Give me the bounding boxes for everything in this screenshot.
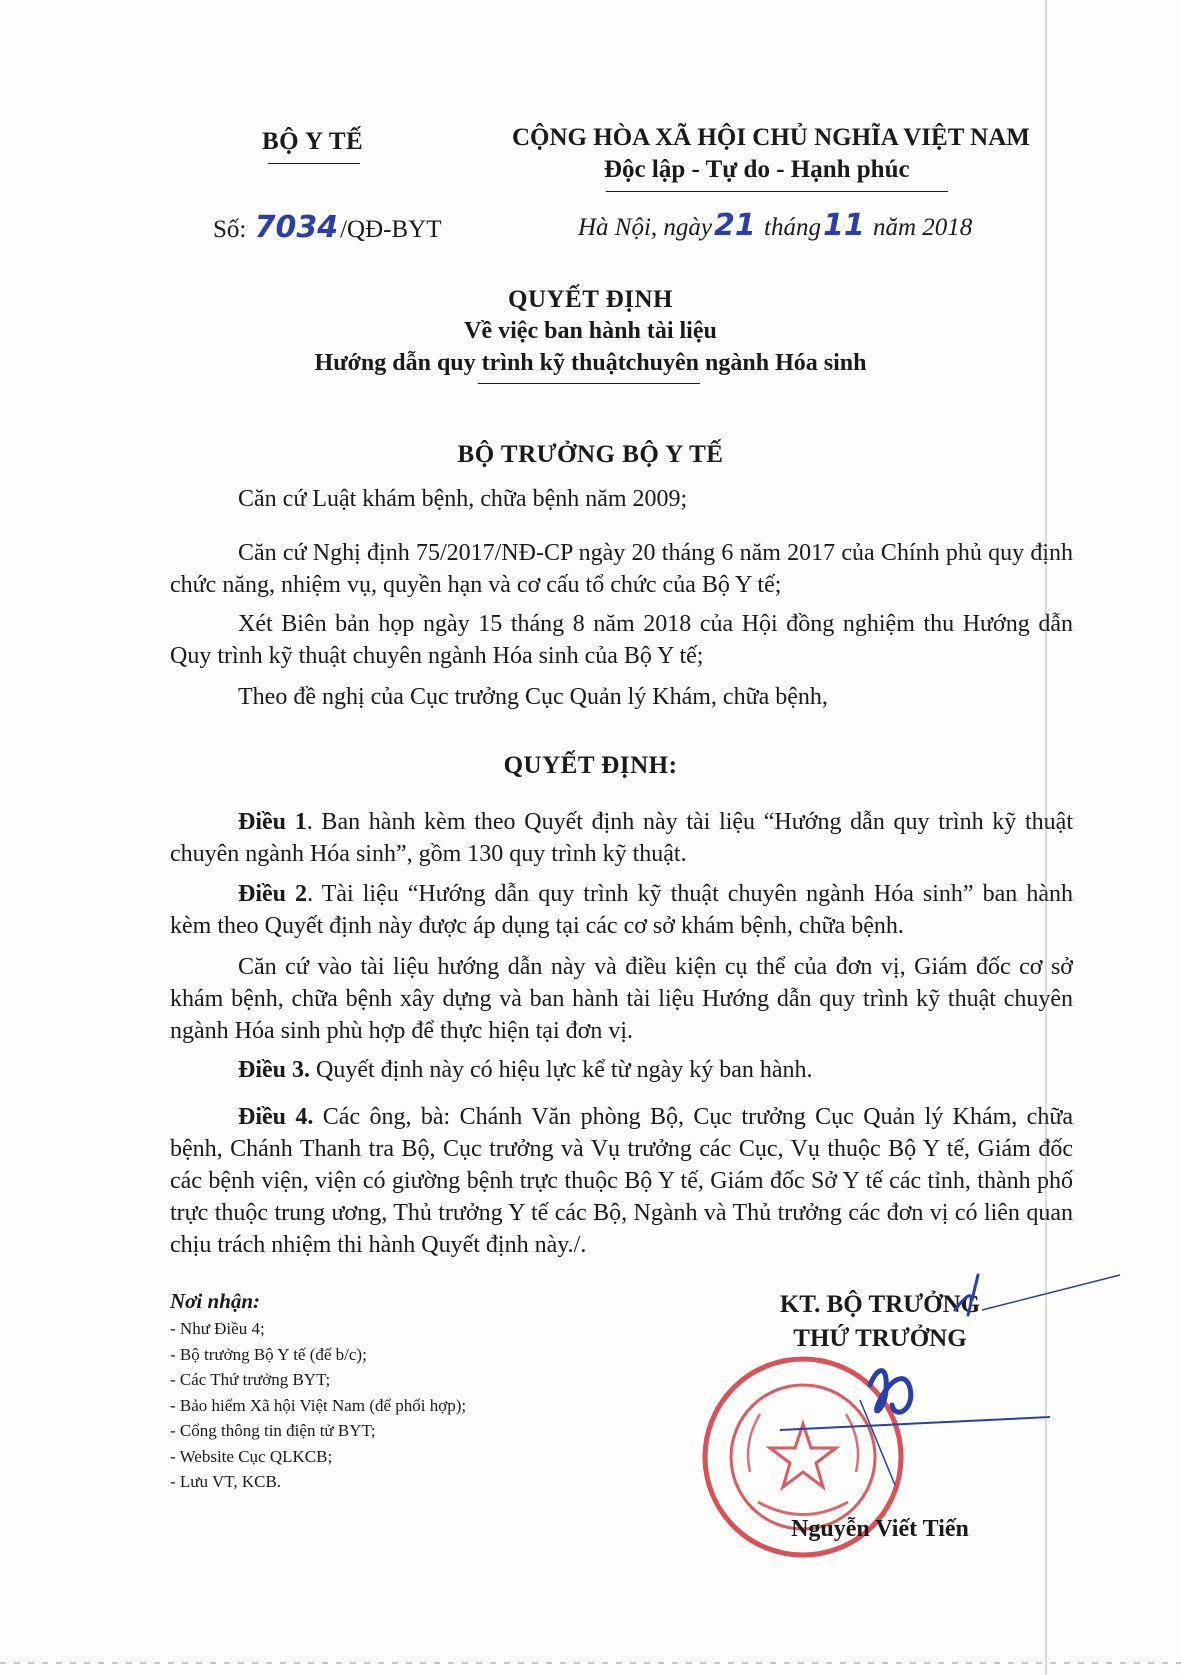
article-2-continuation: Căn cứ vào tài liệu hướng dẫn này và điều kiện cụ thể của đơn vị, Giám đốc cơ sở khám bệnh, chữa bệnh xây dựng và ban hành tài liệu Hướng dẫn quy trình kỹ thuật chuyên ngành Hóa sinh phù hợp để thực hiện tại đơn vị. [170,954,1073,1044]
date-year: năm 2018 [872,214,973,241]
issue-date [578,208,972,243]
decision-heading: QUYẾT ĐỊNH: [503,752,678,779]
document-number [213,210,442,245]
date-prefix: Hà Nội, ngày [578,214,713,241]
date-day-handwritten: 21 [714,208,756,243]
national-motto: Độc lập - Tự do - Hạnh phúc [604,156,910,183]
ministry-name: BỘ Y TẾ [262,128,364,155]
article-3-label: Điều 3. [238,1057,310,1083]
recipients-title: Nơi nhận: [170,1289,261,1313]
recipient-item: - Bộ trưởng Bộ Y tế (để b/c); [170,1344,367,1364]
date-month-label: tháng [764,214,821,241]
preamble-proposal: Theo đề nghị của Cục trưởng Cục Quản lý Khám, chữa bệnh, [238,684,828,710]
doc-number-handwritten: 7034 [254,210,339,245]
preamble-decree: Căn cứ Nghị định 75/2017/NĐ-CP ngày 20 tháng 6 năm 2017 của Chính phủ quy định chức năng, nhiệm vụ, quyền hạn và cơ cấu tổ chức của Bộ Y tế; [170,540,1073,598]
signatory-capacity: KT. BỘ TRƯỞNG [779,1291,981,1318]
motto-underline [606,191,948,192]
ministry-underline [268,163,360,164]
signatory-name: Nguyễn Viết Tiến [791,1516,969,1542]
issuing-authority: BỘ TRƯỞNG BỘ Y TẾ [457,441,724,468]
article-4 [170,1101,1073,1261]
signatory-title: THỨ TRƯỞNG [793,1325,967,1352]
recipient-item: - Cổng thông tin điện tử BYT; [170,1421,376,1440]
doc-number-prefix: Số: [213,216,247,243]
subject-underline [478,383,700,384]
article-1-text: . Ban hành kèm theo Quyết định này tài liệu “Hướng dẫn quy trình kỹ thuật chuyên ngành Hóa sinh”, gồm 130 quy trình kỹ thuật. [170,809,1073,867]
article-4-label: Điều 4. [238,1104,314,1130]
article-2-text: . Tài liệu “Hướng dẫn quy trình kỹ thuật chuyên ngành Hóa sinh” ban hành kèm theo Quyết định này được áp dụng tại các cơ sở khám bệnh, chữa bệnh. [170,881,1074,939]
nation-name: CỘNG HÒA XÃ HỘI CHỦ NGHĨA VIỆT NAM [512,124,1030,151]
article-2-label: Điều 2 [238,881,308,907]
preamble-minutes: Xét Biên bản họp ngày 15 tháng 8 năm 2018 của Hội đồng nghiệm thu Hướng dẫn Quy trình kỹ thuật chuyên ngành Hóa sinh của Bộ Y tế; [170,611,1073,669]
recipients-list [170,1316,466,1495]
article-1 [170,806,1073,870]
article-1-label: Điều 1 [238,809,307,835]
recipient-item: - Website Cục QLKCB; [170,1446,333,1466]
decision-title: QUYẾT ĐỊNH [508,286,673,313]
preamble-law: Căn cứ Luật khám bệnh, chữa bệnh năm 2009; [238,486,688,512]
scan-edge-line [1045,0,1047,1675]
date-month-handwritten: 11 [822,208,865,243]
doc-number-suffix: /QĐ-BYT [340,216,442,243]
recipient-item: - Như Điều 4; [170,1319,265,1338]
recipient-item: - Bảo hiểm Xã hội Việt Nam (để phối hợp); [170,1395,467,1415]
article-3-text: Quyết định này có hiệu lực kể từ ngày ký ban hành. [310,1057,813,1083]
handwritten-signature-icon [720,1270,1140,1490]
article-3 [170,1054,1073,1086]
recipient-item: - Lưu VT, KCB. [170,1472,282,1491]
decision-about: Về việc ban hành tài liệu [464,318,717,344]
decision-subject: Hướng dẫn quy trình kỹ thuậtchuyên ngành Hóa sinh [314,350,867,376]
recipient-item: - Các Thứ trưởng BYT; [170,1370,331,1389]
article-4-text: Các ông, bà: Chánh Văn phòng Bộ, Cục trưởng Cục Quản lý Khám, chữa bệnh, Chánh Thanh tra Bộ, Cục trưởng và Vụ trưởng các Cục, Vụ thuộc Bộ Y tế, Giám đốc các bệnh viện, viện có giường bệnh trực thuộc Bộ Y tế, Giám đốc Sở Y tế các tỉnh, thành phố trực thuộc trung ương, Thủ trưởng Y tế các Bộ, Ngành và Thủ trưởng các đơn vị có liên quan chịu trách nhiệm thi hành Quyết định này./. [170,1104,1073,1258]
article-2 [170,878,1073,942]
scan-bottom-edge [0,1662,1181,1664]
